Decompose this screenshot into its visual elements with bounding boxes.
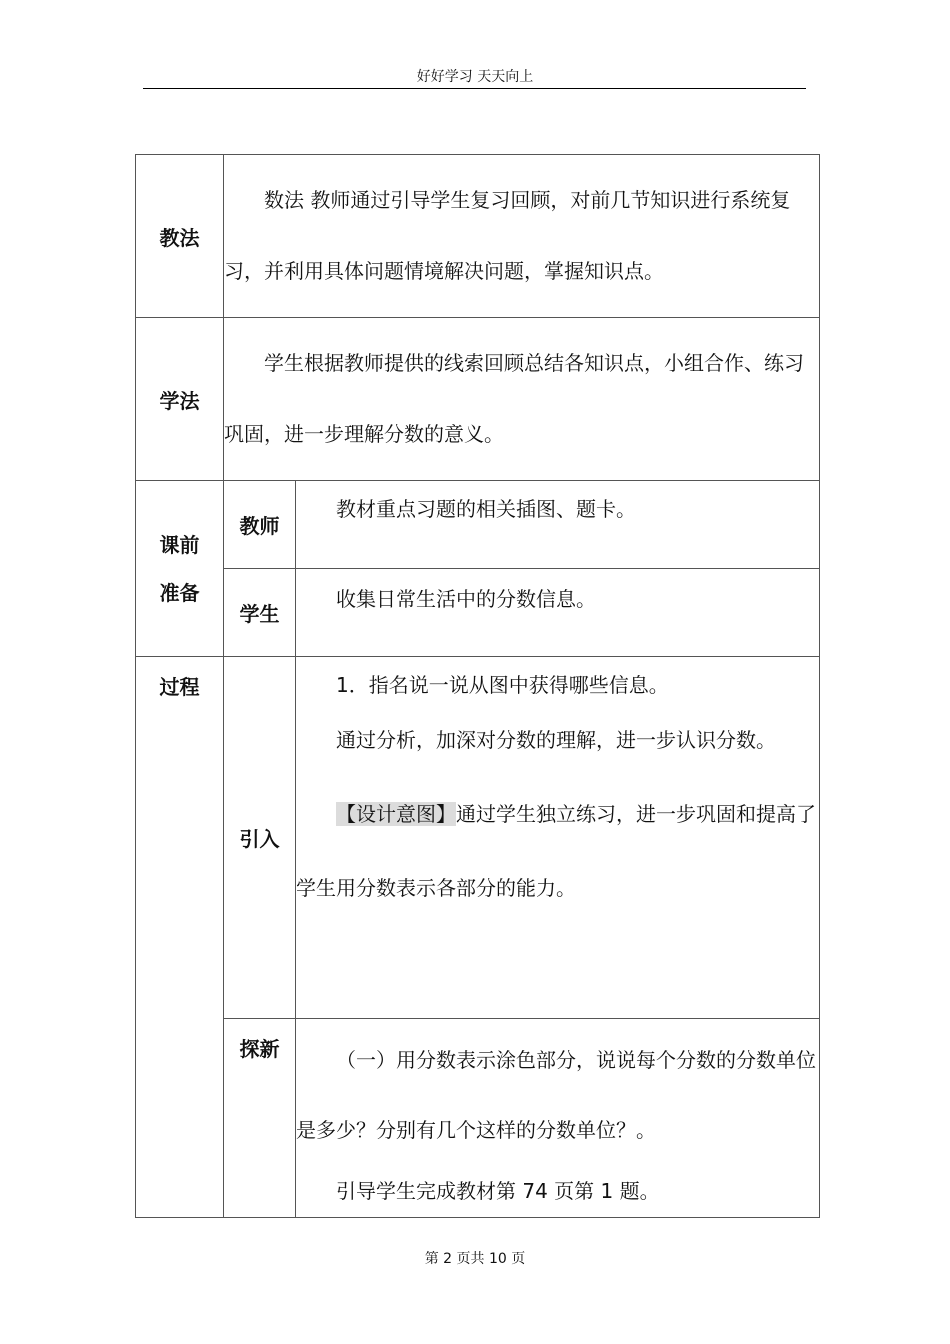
explore-text-1: （一）用分数表示涂色部分，说说每个分数的分数单位是多少？分别有几个这样的分数单位？。 xyxy=(296,1048,816,1142)
row-process-explore xyxy=(136,1019,820,1218)
preparation-label-line1: 课前 xyxy=(159,532,200,557)
learning-method-cell xyxy=(224,318,820,481)
page-footer: 第 2 页共 10 页 xyxy=(424,1251,526,1267)
prep-student-text: 收集日常生活中的分数信息。 xyxy=(336,587,596,611)
prep-teacher-label: 教师 xyxy=(224,481,296,569)
row-prep-teacher xyxy=(136,481,820,569)
intro-label: 引入 xyxy=(224,657,296,1019)
intro-text-2: 通过分析，加深对分数的理解，进一步认识分数。 xyxy=(336,728,776,752)
preparation-label xyxy=(136,481,224,657)
prep-teacher-text: 教材重点习题的相关插图、题卡。 xyxy=(336,497,636,521)
preparation-label-line2: 准备 xyxy=(159,580,200,605)
prep-teacher-cell xyxy=(296,481,820,569)
design-intent-text: 通过学生独立练习，进一步巩固和提高了学生用分数表示各部分的能力。 xyxy=(296,802,816,900)
row-prep-student xyxy=(136,569,820,657)
page-header: 好好学习 天天向上 xyxy=(416,69,534,85)
explore-text-2: 引导学生完成教材第 74 页第 1 题。 xyxy=(336,1179,660,1203)
teaching-method-text: 数法 教师通过引导学生复习回顾，对前几节知识进行系统复习，并利用具体问题情境解决问题，掌握知识点。 xyxy=(224,188,791,283)
intro-text-1: 1．指名说一说从图中获得哪些信息。 xyxy=(336,673,669,697)
teaching-method-cell xyxy=(224,155,820,318)
row-process-intro xyxy=(136,657,820,1019)
row-learning-method xyxy=(136,318,820,481)
process-label: 过程 xyxy=(136,657,224,1218)
intro-text-3 xyxy=(296,777,819,925)
teaching-method-label: 教法 xyxy=(136,155,224,318)
design-intent-tag: 【设计意图】 xyxy=(336,802,456,826)
explore-cell xyxy=(296,1019,820,1218)
row-teaching-method xyxy=(136,155,820,318)
header-rule xyxy=(143,88,806,89)
explore-label: 探新 xyxy=(224,1019,296,1218)
intro-cell xyxy=(296,657,820,1019)
prep-student-cell xyxy=(296,569,820,657)
prep-student-label: 学生 xyxy=(224,569,296,657)
learning-method-text: 学生根据教师提供的线索回顾总结各知识点，小组合作、练习巩固，进一步理解分数的意义。 xyxy=(224,351,804,446)
lesson-plan-table xyxy=(135,154,820,1218)
learning-method-label: 学法 xyxy=(136,318,224,481)
